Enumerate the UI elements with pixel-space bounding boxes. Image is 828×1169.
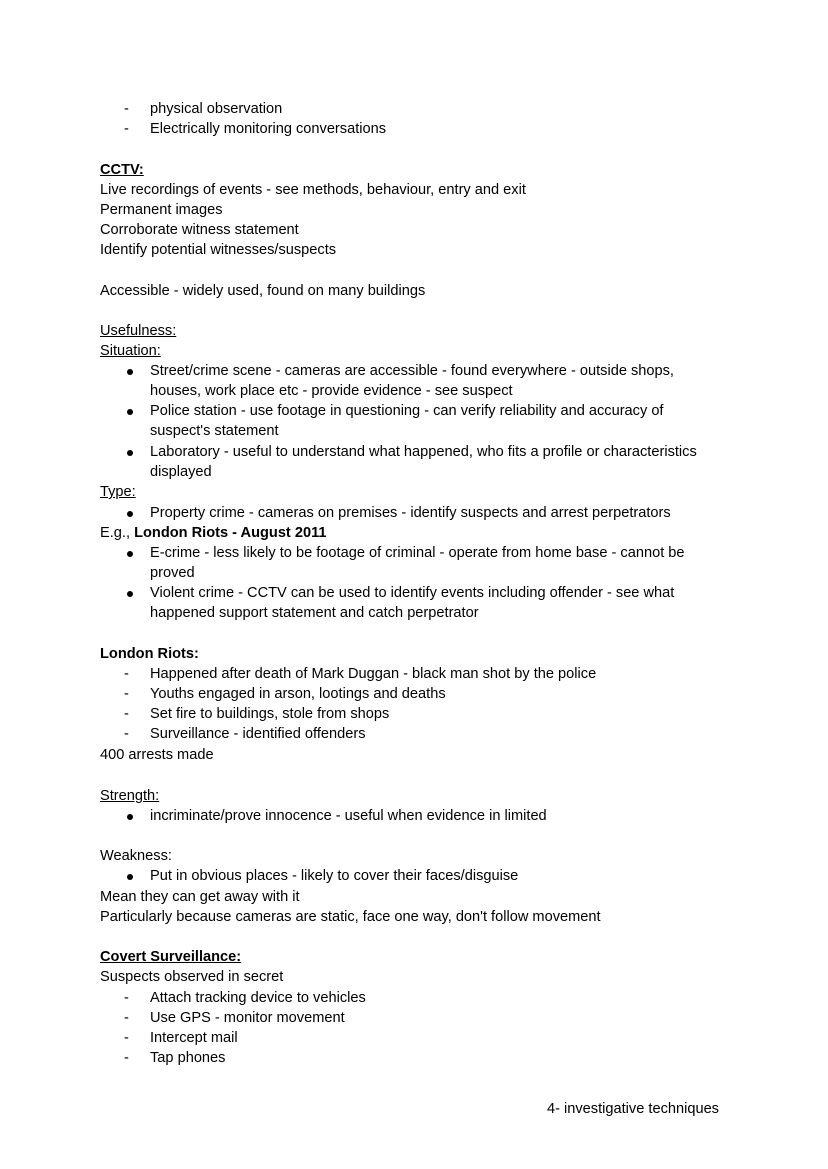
bullet-icon bbox=[127, 591, 133, 597]
list-item: Surveillance - identified offenders bbox=[150, 726, 366, 742]
list-item: physical observation bbox=[150, 101, 283, 117]
dash-marker: - bbox=[124, 666, 129, 682]
list-item: Street/crime scene - cameras are accessible - found everywhere - outside shops, bbox=[150, 363, 674, 379]
weakness-line: Particularly because cameras are static, face one way, don't follow movement bbox=[100, 909, 601, 925]
bullet-icon bbox=[127, 409, 133, 415]
list-item: Electrically monitoring conversations bbox=[150, 121, 387, 137]
dash-marker: - bbox=[124, 686, 129, 702]
dash-marker: - bbox=[124, 990, 129, 1006]
list-item: Police station - use footage in questioning - can verify reliability and accuracy of bbox=[150, 403, 664, 419]
dash-marker: - bbox=[124, 1010, 129, 1026]
situation-heading: Situation: bbox=[100, 343, 161, 359]
list-item: Happened after death of Mark Duggan - black man shot by the police bbox=[150, 666, 597, 682]
list-item: E-crime - less likely to be footage of criminal - operate from home base - cannot be bbox=[150, 545, 685, 561]
cctv-line: Live recordings of events - see methods, behaviour, entry and exit bbox=[100, 182, 526, 198]
list-item: Attach tracking device to vehicles bbox=[150, 990, 366, 1006]
dash-marker: - bbox=[124, 1050, 129, 1066]
covert-intro: Suspects observed in secret bbox=[100, 969, 284, 985]
list-item-continued: houses, work place etc - provide evidence - see suspect bbox=[150, 383, 513, 399]
cctv-line: Identify potential witnesses/suspects bbox=[100, 242, 337, 258]
weakness-heading: Weakness: bbox=[100, 848, 172, 864]
list-item: Violent crime - CCTV can be used to identify events including offender - see what bbox=[150, 585, 675, 601]
london-riots-heading: London Riots: bbox=[100, 646, 199, 662]
list-item: Property crime - cameras on premises - identify suspects and arrest perpetrators bbox=[150, 505, 671, 521]
bullet-icon bbox=[127, 511, 133, 517]
dash-marker: - bbox=[124, 706, 129, 722]
bullet-icon bbox=[127, 450, 133, 456]
list-item-continued: happened support statement and catch perpetrator bbox=[150, 605, 479, 621]
cctv-heading: CCTV: bbox=[100, 162, 144, 178]
list-item: Intercept mail bbox=[150, 1030, 238, 1046]
list-item: Use GPS - monitor movement bbox=[150, 1010, 345, 1026]
list-item: Put in obvious places - likely to cover their faces/disguise bbox=[150, 868, 519, 884]
weakness-line: Mean they can get away with it bbox=[100, 889, 300, 905]
list-item-continued: suspect's statement bbox=[150, 423, 279, 439]
example-bold: London Riots - August 2011 bbox=[134, 525, 327, 541]
bullet-icon bbox=[127, 814, 133, 820]
example-line bbox=[100, 523, 327, 543]
bullet-icon bbox=[127, 874, 133, 880]
strength-heading: Strength: bbox=[100, 788, 160, 804]
page-footer: 4- investigative techniques bbox=[547, 1101, 719, 1117]
list-item-continued: proved bbox=[150, 565, 195, 581]
cctv-accessible: Accessible - widely used, found on many buildings bbox=[100, 283, 426, 299]
dash-marker: - bbox=[124, 1030, 129, 1046]
dash-marker: - bbox=[124, 121, 129, 137]
list-item: Laboratory - useful to understand what happened, who fits a profile or characteristics bbox=[150, 444, 697, 460]
type-heading: Type: bbox=[100, 484, 136, 500]
list-item: Youths engaged in arson, lootings and deaths bbox=[150, 686, 446, 702]
list-item: incriminate/prove innocence - useful when evidence in limited bbox=[150, 808, 547, 824]
covert-heading: Covert Surveillance: bbox=[100, 949, 242, 965]
example-prefix: E.g., bbox=[100, 525, 135, 541]
dash-marker: - bbox=[124, 726, 129, 742]
dash-marker: - bbox=[124, 101, 129, 117]
usefulness-heading: Usefulness: bbox=[100, 323, 177, 339]
cctv-line: Permanent images bbox=[100, 202, 223, 218]
list-item-continued: displayed bbox=[150, 464, 212, 480]
list-item: Set fire to buildings, stole from shops bbox=[150, 706, 390, 722]
cctv-line: Corroborate witness statement bbox=[100, 222, 299, 238]
bullet-icon bbox=[127, 551, 133, 557]
list-item: Tap phones bbox=[150, 1050, 226, 1066]
arrests-line: 400 arrests made bbox=[100, 747, 214, 763]
bullet-icon bbox=[127, 369, 133, 375]
